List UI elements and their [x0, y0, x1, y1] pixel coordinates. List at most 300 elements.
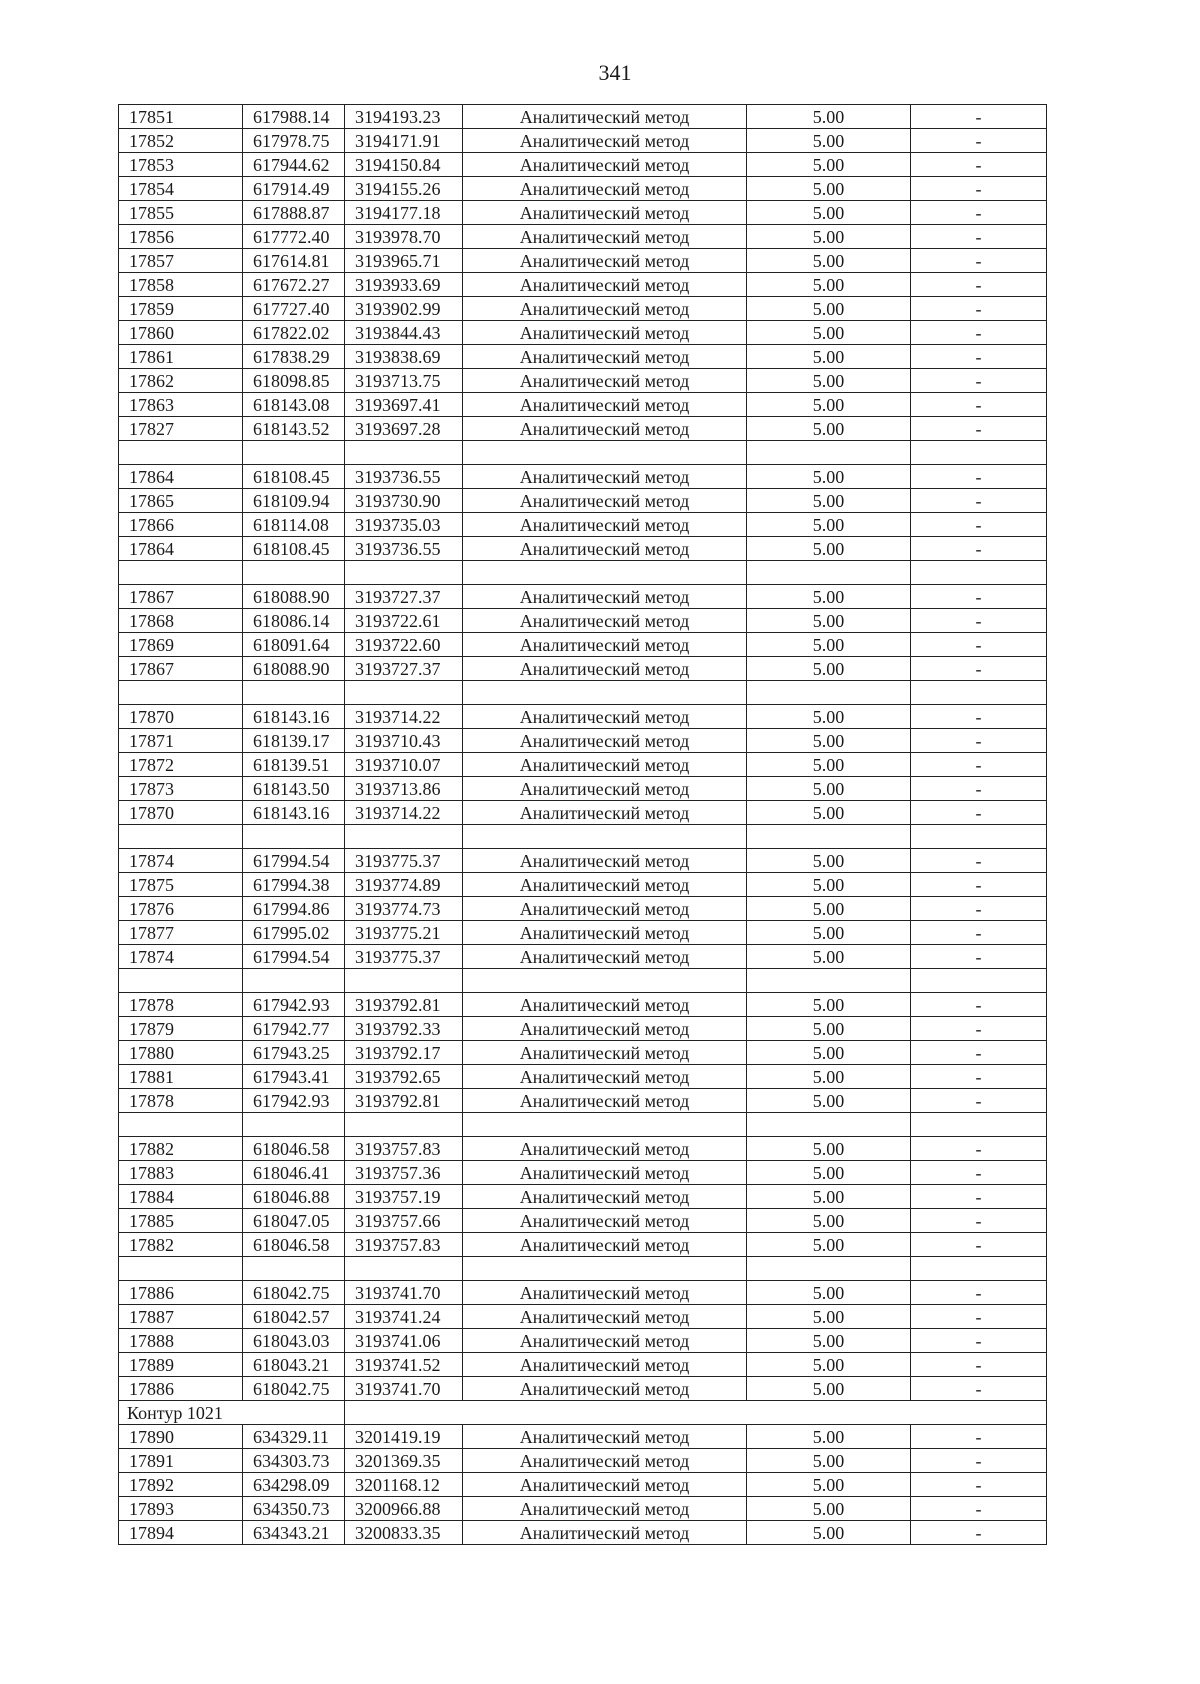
- method-cell: Аналитический метод: [463, 1497, 747, 1521]
- point-id-cell: 17856: [119, 225, 243, 249]
- accuracy-cell: 5.00: [747, 369, 911, 393]
- empty-cell: [119, 1257, 243, 1281]
- method-cell: Аналитический метод: [463, 657, 747, 681]
- point-id-cell: 17853: [119, 153, 243, 177]
- y-coordinate-cell: 3193978.70: [345, 225, 463, 249]
- x-coordinate-cell: 617995.02: [243, 921, 345, 945]
- description-cell: -: [911, 1209, 1047, 1233]
- x-coordinate-cell: 618091.64: [243, 633, 345, 657]
- accuracy-cell: 5.00: [747, 849, 911, 873]
- description-cell: -: [911, 513, 1047, 537]
- method-cell: Аналитический метод: [463, 1473, 747, 1497]
- point-id-cell: 17881: [119, 1065, 243, 1089]
- method-cell: Аналитический метод: [463, 513, 747, 537]
- y-coordinate-cell: 3193838.69: [345, 345, 463, 369]
- description-cell: -: [911, 657, 1047, 681]
- separator-row: [119, 441, 1047, 465]
- y-coordinate-cell: 3193722.60: [345, 633, 463, 657]
- method-cell: Аналитический метод: [463, 1041, 747, 1065]
- table-row: [119, 657, 1047, 681]
- empty-cell: [463, 969, 747, 993]
- empty-cell: [911, 561, 1047, 585]
- point-id-cell: 17872: [119, 753, 243, 777]
- table-row: [119, 1209, 1047, 1233]
- y-coordinate-cell: 3194193.23: [345, 105, 463, 129]
- y-coordinate-cell: 3193713.86: [345, 777, 463, 801]
- description-cell: -: [911, 297, 1047, 321]
- point-id-cell: 17889: [119, 1353, 243, 1377]
- y-coordinate-cell: 3193792.81: [345, 1089, 463, 1113]
- y-coordinate-cell: 3201168.12: [345, 1473, 463, 1497]
- method-cell: Аналитический метод: [463, 393, 747, 417]
- accuracy-cell: 5.00: [747, 1521, 911, 1545]
- x-coordinate-cell: 617994.38: [243, 873, 345, 897]
- separator-row: [119, 825, 1047, 849]
- description-cell: -: [911, 1185, 1047, 1209]
- contour-header-row: [119, 1401, 1047, 1425]
- x-coordinate-cell: 617727.40: [243, 297, 345, 321]
- table-row: [119, 153, 1047, 177]
- accuracy-cell: 5.00: [747, 1065, 911, 1089]
- point-id-cell: 17878: [119, 993, 243, 1017]
- x-coordinate-cell: 618046.88: [243, 1185, 345, 1209]
- table-row: [119, 177, 1047, 201]
- accuracy-cell: 5.00: [747, 1041, 911, 1065]
- empty-cell: [747, 969, 911, 993]
- description-cell: -: [911, 345, 1047, 369]
- description-cell: -: [911, 849, 1047, 873]
- method-cell: Аналитический метод: [463, 1305, 747, 1329]
- x-coordinate-cell: 617942.77: [243, 1017, 345, 1041]
- empty-cell: [911, 441, 1047, 465]
- accuracy-cell: 5.00: [747, 1377, 911, 1401]
- accuracy-cell: 5.00: [747, 225, 911, 249]
- point-id-cell: 17854: [119, 177, 243, 201]
- table-row: [119, 129, 1047, 153]
- table-row: [119, 921, 1047, 945]
- method-cell: Аналитический метод: [463, 1353, 747, 1377]
- accuracy-cell: 5.00: [747, 1137, 911, 1161]
- x-coordinate-cell: 618108.45: [243, 537, 345, 561]
- table-row: [119, 1521, 1047, 1545]
- description-cell: -: [911, 1497, 1047, 1521]
- table-row: [119, 993, 1047, 1017]
- accuracy-cell: 5.00: [747, 1089, 911, 1113]
- point-id-cell: 17864: [119, 537, 243, 561]
- y-coordinate-cell: 3193697.28: [345, 417, 463, 441]
- separator-row: [119, 969, 1047, 993]
- method-cell: Аналитический метод: [463, 153, 747, 177]
- accuracy-cell: 5.00: [747, 753, 911, 777]
- table-row: [119, 1089, 1047, 1113]
- point-id-cell: 17885: [119, 1209, 243, 1233]
- point-id-cell: 17878: [119, 1089, 243, 1113]
- description-cell: -: [911, 1017, 1047, 1041]
- method-cell: Аналитический метод: [463, 1449, 747, 1473]
- description-cell: -: [911, 1137, 1047, 1161]
- table-row: [119, 1305, 1047, 1329]
- method-cell: Аналитический метод: [463, 321, 747, 345]
- x-coordinate-cell: 617988.14: [243, 105, 345, 129]
- description-cell: -: [911, 465, 1047, 489]
- method-cell: Аналитический метод: [463, 873, 747, 897]
- point-id-cell: 17870: [119, 801, 243, 825]
- method-cell: Аналитический метод: [463, 1425, 747, 1449]
- point-id-cell: 17892: [119, 1473, 243, 1497]
- method-cell: Аналитический метод: [463, 1065, 747, 1089]
- table-row: [119, 321, 1047, 345]
- method-cell: Аналитический метод: [463, 921, 747, 945]
- coordinates-table-body: [119, 105, 1047, 1545]
- accuracy-cell: 5.00: [747, 1017, 911, 1041]
- empty-cell: [463, 561, 747, 585]
- description-cell: -: [911, 1233, 1047, 1257]
- point-id-cell: 17862: [119, 369, 243, 393]
- point-id-cell: 17873: [119, 777, 243, 801]
- description-cell: -: [911, 105, 1047, 129]
- empty-cell: [345, 1113, 463, 1137]
- method-cell: Аналитический метод: [463, 537, 747, 561]
- x-coordinate-cell: 618042.75: [243, 1377, 345, 1401]
- y-coordinate-cell: 3193713.75: [345, 369, 463, 393]
- table-row: [119, 1353, 1047, 1377]
- y-coordinate-cell: 3201419.19: [345, 1425, 463, 1449]
- x-coordinate-cell: 634303.73: [243, 1449, 345, 1473]
- y-coordinate-cell: 3194150.84: [345, 153, 463, 177]
- empty-cell: [747, 441, 911, 465]
- description-cell: -: [911, 1449, 1047, 1473]
- description-cell: -: [911, 1329, 1047, 1353]
- description-cell: -: [911, 249, 1047, 273]
- accuracy-cell: 5.00: [747, 633, 911, 657]
- point-id-cell: 17879: [119, 1017, 243, 1041]
- empty-cell: [243, 969, 345, 993]
- accuracy-cell: 5.00: [747, 777, 911, 801]
- table-row: [119, 297, 1047, 321]
- empty-cell: [119, 561, 243, 585]
- x-coordinate-cell: 617838.29: [243, 345, 345, 369]
- empty-cell: [463, 681, 747, 705]
- description-cell: -: [911, 201, 1047, 225]
- table-row: [119, 945, 1047, 969]
- x-coordinate-cell: 618143.52: [243, 417, 345, 441]
- accuracy-cell: 5.00: [747, 1425, 911, 1449]
- method-cell: Аналитический метод: [463, 705, 747, 729]
- accuracy-cell: 5.00: [747, 1497, 911, 1521]
- accuracy-cell: 5.00: [747, 1161, 911, 1185]
- description-cell: -: [911, 993, 1047, 1017]
- table-row: [119, 1065, 1047, 1089]
- x-coordinate-cell: 617914.49: [243, 177, 345, 201]
- table-row: [119, 465, 1047, 489]
- table-row: [119, 1233, 1047, 1257]
- accuracy-cell: 5.00: [747, 993, 911, 1017]
- accuracy-cell: 5.00: [747, 1353, 911, 1377]
- accuracy-cell: 5.00: [747, 945, 911, 969]
- y-coordinate-cell: 3193757.66: [345, 1209, 463, 1233]
- y-coordinate-cell: 3193714.22: [345, 801, 463, 825]
- table-row: [119, 345, 1047, 369]
- accuracy-cell: 5.00: [747, 129, 911, 153]
- x-coordinate-cell: 617614.81: [243, 249, 345, 273]
- table-row: [119, 201, 1047, 225]
- accuracy-cell: 5.00: [747, 921, 911, 945]
- x-coordinate-cell: 618088.90: [243, 657, 345, 681]
- table-row: [119, 873, 1047, 897]
- empty-cell: [911, 1113, 1047, 1137]
- point-id-cell: 17887: [119, 1305, 243, 1329]
- table-row: [119, 1377, 1047, 1401]
- y-coordinate-cell: 3193757.36: [345, 1161, 463, 1185]
- y-coordinate-cell: 3193710.07: [345, 753, 463, 777]
- accuracy-cell: 5.00: [747, 153, 911, 177]
- table-row: [119, 105, 1047, 129]
- empty-cell: [243, 441, 345, 465]
- description-cell: -: [911, 177, 1047, 201]
- method-cell: Аналитический метод: [463, 177, 747, 201]
- table-row: [119, 1329, 1047, 1353]
- x-coordinate-cell: 617994.86: [243, 897, 345, 921]
- table-row: [119, 513, 1047, 537]
- method-cell: Аналитический метод: [463, 201, 747, 225]
- description-cell: -: [911, 1041, 1047, 1065]
- y-coordinate-cell: 3193757.83: [345, 1137, 463, 1161]
- point-id-cell: 17893: [119, 1497, 243, 1521]
- x-coordinate-cell: 618088.90: [243, 585, 345, 609]
- separator-row: [119, 681, 1047, 705]
- method-cell: Аналитический метод: [463, 1521, 747, 1545]
- empty-cell: [345, 441, 463, 465]
- point-id-cell: 17882: [119, 1233, 243, 1257]
- x-coordinate-cell: 617942.93: [243, 993, 345, 1017]
- x-coordinate-cell: 618043.03: [243, 1329, 345, 1353]
- description-cell: -: [911, 753, 1047, 777]
- table-row: [119, 1161, 1047, 1185]
- x-coordinate-cell: 617772.40: [243, 225, 345, 249]
- x-coordinate-cell: 618143.50: [243, 777, 345, 801]
- description-cell: -: [911, 1473, 1047, 1497]
- empty-cell: [747, 1257, 911, 1281]
- x-coordinate-cell: 617888.87: [243, 201, 345, 225]
- empty-cell: [463, 441, 747, 465]
- description-cell: -: [911, 273, 1047, 297]
- separator-row: [119, 1257, 1047, 1281]
- table-row: [119, 225, 1047, 249]
- y-coordinate-cell: 3200833.35: [345, 1521, 463, 1545]
- table-row: [119, 705, 1047, 729]
- y-coordinate-cell: 3193902.99: [345, 297, 463, 321]
- y-coordinate-cell: 3193735.03: [345, 513, 463, 537]
- empty-cell: [243, 681, 345, 705]
- separator-row: [119, 561, 1047, 585]
- x-coordinate-cell: 618047.05: [243, 1209, 345, 1233]
- table-row: [119, 753, 1047, 777]
- point-id-cell: 17890: [119, 1425, 243, 1449]
- method-cell: Аналитический метод: [463, 849, 747, 873]
- accuracy-cell: 5.00: [747, 417, 911, 441]
- table-row: [119, 417, 1047, 441]
- point-id-cell: 17852: [119, 129, 243, 153]
- point-id-cell: 17827: [119, 417, 243, 441]
- table-row: [119, 801, 1047, 825]
- empty-cell: [243, 561, 345, 585]
- point-id-cell: 17886: [119, 1377, 243, 1401]
- accuracy-cell: 5.00: [747, 537, 911, 561]
- accuracy-cell: 5.00: [747, 1185, 911, 1209]
- description-cell: -: [911, 1377, 1047, 1401]
- empty-cell: [463, 1257, 747, 1281]
- accuracy-cell: 5.00: [747, 105, 911, 129]
- description-cell: -: [911, 489, 1047, 513]
- description-cell: -: [911, 369, 1047, 393]
- method-cell: Аналитический метод: [463, 609, 747, 633]
- method-cell: Аналитический метод: [463, 1233, 747, 1257]
- y-coordinate-cell: 3193722.61: [345, 609, 463, 633]
- table-row: [119, 1425, 1047, 1449]
- empty-cell: [119, 441, 243, 465]
- x-coordinate-cell: 618114.08: [243, 513, 345, 537]
- accuracy-cell: 5.00: [747, 1473, 911, 1497]
- table-row: [119, 273, 1047, 297]
- description-cell: -: [911, 537, 1047, 561]
- table-row: [119, 393, 1047, 417]
- empty-cell: [345, 825, 463, 849]
- description-cell: -: [911, 417, 1047, 441]
- table-row: [119, 897, 1047, 921]
- accuracy-cell: 5.00: [747, 1233, 911, 1257]
- y-coordinate-cell: 3193697.41: [345, 393, 463, 417]
- point-id-cell: 17876: [119, 897, 243, 921]
- method-cell: Аналитический метод: [463, 273, 747, 297]
- method-cell: Аналитический метод: [463, 417, 747, 441]
- point-id-cell: 17860: [119, 321, 243, 345]
- y-coordinate-cell: 3193792.81: [345, 993, 463, 1017]
- table-row: [119, 537, 1047, 561]
- point-id-cell: 17851: [119, 105, 243, 129]
- description-cell: -: [911, 1353, 1047, 1377]
- empty-cell: [747, 1113, 911, 1137]
- method-cell: Аналитический метод: [463, 801, 747, 825]
- y-coordinate-cell: 3193792.17: [345, 1041, 463, 1065]
- accuracy-cell: 5.00: [747, 1281, 911, 1305]
- empty-cell: [463, 825, 747, 849]
- y-coordinate-cell: 3193710.43: [345, 729, 463, 753]
- point-id-cell: 17880: [119, 1041, 243, 1065]
- x-coordinate-cell: 617822.02: [243, 321, 345, 345]
- point-id-cell: 17877: [119, 921, 243, 945]
- table-row: [119, 849, 1047, 873]
- y-coordinate-cell: 3193741.70: [345, 1281, 463, 1305]
- accuracy-cell: 5.00: [747, 465, 911, 489]
- table-row: [119, 489, 1047, 513]
- description-cell: -: [911, 1065, 1047, 1089]
- description-cell: -: [911, 1425, 1047, 1449]
- method-cell: Аналитический метод: [463, 105, 747, 129]
- empty-cell: [119, 969, 243, 993]
- x-coordinate-cell: 618143.16: [243, 705, 345, 729]
- table-row: [119, 1041, 1047, 1065]
- description-cell: -: [911, 1305, 1047, 1329]
- y-coordinate-cell: 3193774.73: [345, 897, 463, 921]
- table-row: [119, 633, 1047, 657]
- description-cell: -: [911, 945, 1047, 969]
- method-cell: Аналитический метод: [463, 225, 747, 249]
- y-coordinate-cell: 3193741.70: [345, 1377, 463, 1401]
- y-coordinate-cell: 3193741.24: [345, 1305, 463, 1329]
- empty-cell: [747, 681, 911, 705]
- empty-cell: [345, 1257, 463, 1281]
- point-id-cell: 17861: [119, 345, 243, 369]
- empty-cell: [119, 825, 243, 849]
- x-coordinate-cell: 618046.58: [243, 1233, 345, 1257]
- description-cell: -: [911, 585, 1047, 609]
- description-cell: -: [911, 801, 1047, 825]
- table-row: [119, 1017, 1047, 1041]
- x-coordinate-cell: 617942.93: [243, 1089, 345, 1113]
- description-cell: -: [911, 321, 1047, 345]
- table-row: [119, 729, 1047, 753]
- y-coordinate-cell: 3193792.65: [345, 1065, 463, 1089]
- contour-label: Контур 1021: [119, 1401, 345, 1425]
- method-cell: Аналитический метод: [463, 945, 747, 969]
- empty-cell: [119, 1113, 243, 1137]
- page-number: 341: [598, 60, 632, 85]
- method-cell: Аналитический метод: [463, 129, 747, 153]
- x-coordinate-cell: 618046.58: [243, 1137, 345, 1161]
- point-id-cell: 17859: [119, 297, 243, 321]
- point-id-cell: 17858: [119, 273, 243, 297]
- method-cell: Аналитический метод: [463, 465, 747, 489]
- empty-cell: [345, 969, 463, 993]
- method-cell: Аналитический метод: [463, 345, 747, 369]
- y-coordinate-cell: 3194171.91: [345, 129, 463, 153]
- point-id-cell: 17867: [119, 657, 243, 681]
- accuracy-cell: 5.00: [747, 321, 911, 345]
- x-coordinate-cell: 618139.17: [243, 729, 345, 753]
- description-cell: -: [911, 873, 1047, 897]
- method-cell: Аналитический метод: [463, 633, 747, 657]
- method-cell: Аналитический метод: [463, 1281, 747, 1305]
- x-coordinate-cell: 618046.41: [243, 1161, 345, 1185]
- point-id-cell: 17869: [119, 633, 243, 657]
- y-coordinate-cell: 3193727.37: [345, 657, 463, 681]
- point-id-cell: 17871: [119, 729, 243, 753]
- y-coordinate-cell: 3200966.88: [345, 1497, 463, 1521]
- method-cell: Аналитический метод: [463, 729, 747, 753]
- accuracy-cell: 5.00: [747, 873, 911, 897]
- x-coordinate-cell: 634343.21: [243, 1521, 345, 1545]
- description-cell: -: [911, 225, 1047, 249]
- x-coordinate-cell: 617944.62: [243, 153, 345, 177]
- y-coordinate-cell: 3193775.37: [345, 945, 463, 969]
- y-coordinate-cell: 3193730.90: [345, 489, 463, 513]
- empty-cell: [911, 969, 1047, 993]
- y-coordinate-cell: 3193741.06: [345, 1329, 463, 1353]
- method-cell: Аналитический метод: [463, 297, 747, 321]
- accuracy-cell: 5.00: [747, 1449, 911, 1473]
- method-cell: Аналитический метод: [463, 1017, 747, 1041]
- empty-cell: [243, 825, 345, 849]
- method-cell: Аналитический метод: [463, 1161, 747, 1185]
- x-coordinate-cell: 634298.09: [243, 1473, 345, 1497]
- accuracy-cell: 5.00: [747, 345, 911, 369]
- point-id-cell: 17857: [119, 249, 243, 273]
- accuracy-cell: 5.00: [747, 249, 911, 273]
- empty-cell: [463, 1113, 747, 1137]
- point-id-cell: 17891: [119, 1449, 243, 1473]
- y-coordinate-cell: 3193736.55: [345, 465, 463, 489]
- contour-header-empty: [345, 1401, 1047, 1425]
